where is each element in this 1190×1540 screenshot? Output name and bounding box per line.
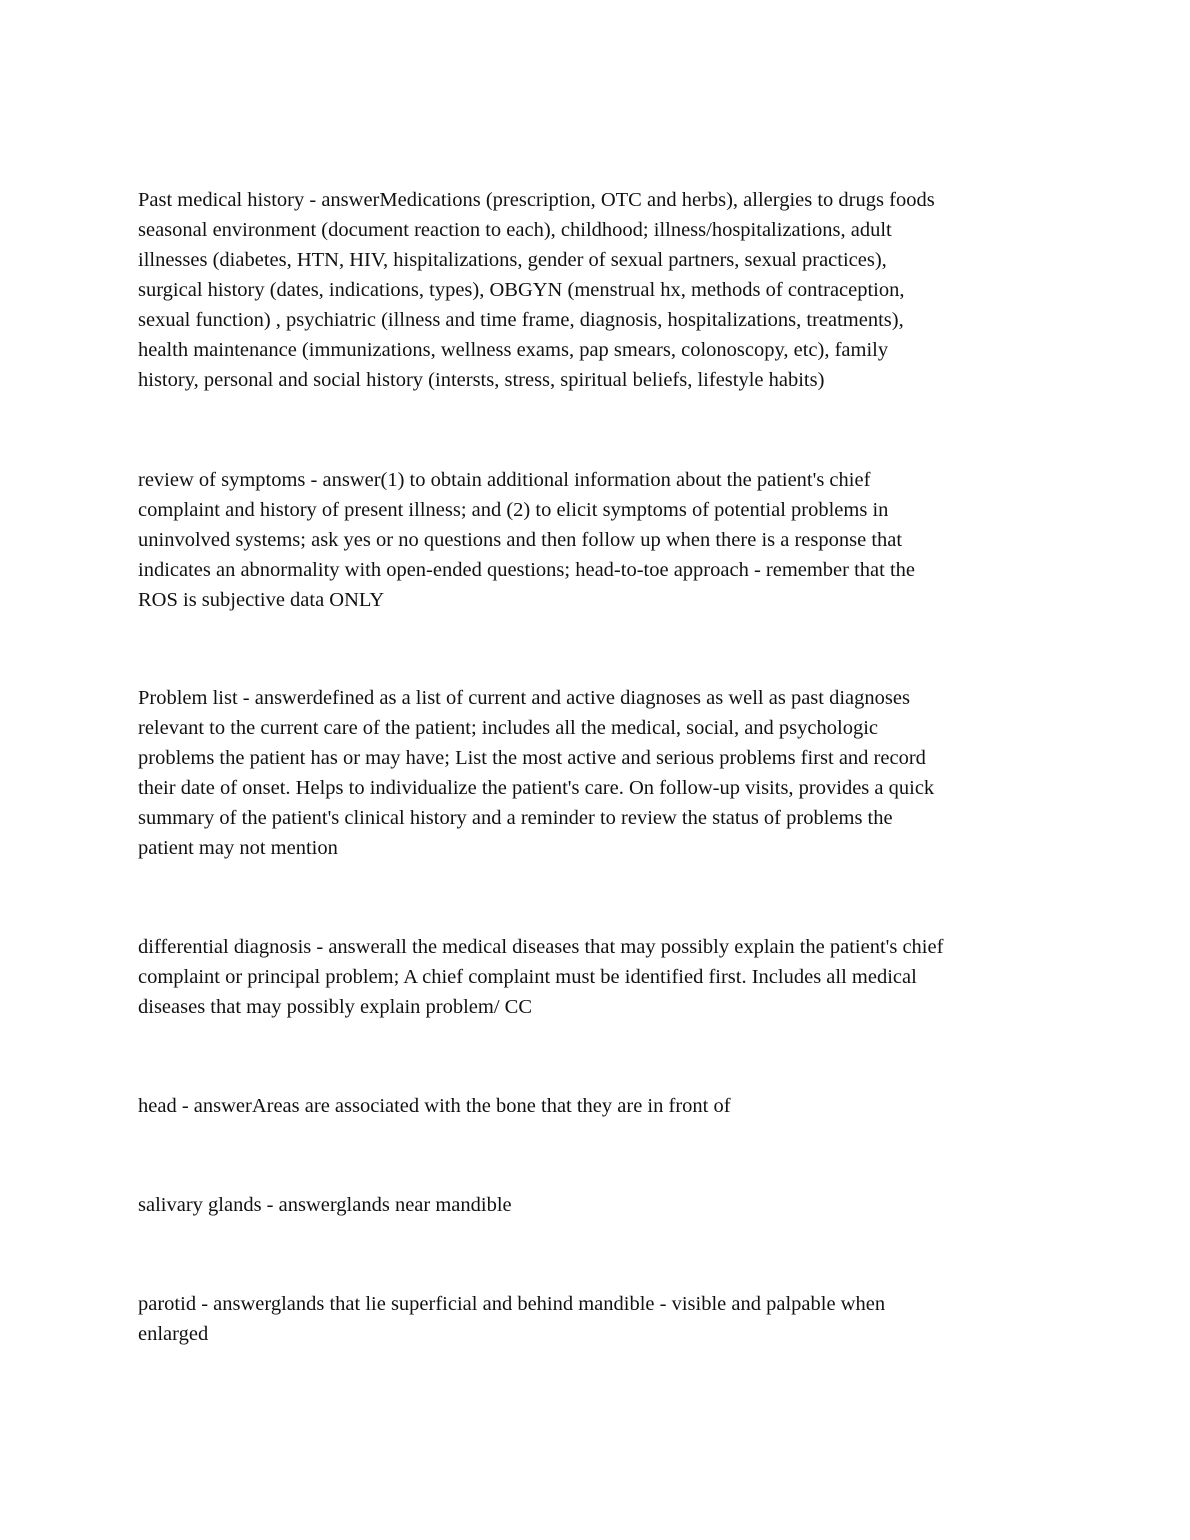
text-line: diseases that may possibly explain problem/ CC: [138, 996, 533, 1018]
text-line: enlarged: [138, 1323, 209, 1345]
entry-head: [138, 1091, 1058, 1121]
text-line: seasonal environment (document reaction to each), childhood; illness/hospitalizations, adult: [138, 219, 892, 241]
text-line: salivary glands - answerglands near mandible: [138, 1194, 512, 1216]
text-line: surgical history (dates, indications, types), OBGYN (menstrual hx, methods of contraception,: [138, 279, 905, 301]
text-line: complaint or principal problem; A chief complaint must be identified first. Includes all medical: [138, 966, 917, 988]
text-line: history, personal and social history (intersts, stress, spiritual beliefs, lifestyle habits): [138, 369, 825, 391]
text-line: their date of onset. Helps to individualize the patient's care. On follow-up visits, provides a quick: [138, 777, 935, 799]
text-line: uninvolved systems; ask yes or no questions and then follow up when there is a response that: [138, 529, 903, 551]
entry-differential-diagnosis: [138, 932, 1058, 1022]
text-line: patient may not mention: [138, 837, 338, 859]
entry-review-of-symptoms: [138, 465, 1058, 615]
text-line: illnesses (diabetes, HTN, HIV, hispitalizations, gender of sexual partners, sexual practices),: [138, 249, 887, 271]
text-line: indicates an abnormality with open-ended questions; head-to-toe approach - remember that the: [138, 559, 916, 581]
text-line: problems the patient has or may have; List the most active and serious problems first and record: [138, 747, 926, 769]
entry-problem-list: [138, 683, 1058, 863]
text-line: health maintenance (immunizations, wellness exams, pap smears, colonoscopy, etc), family: [138, 339, 889, 361]
entry-parotid: [138, 1289, 1058, 1349]
text-line: ROS is subjective data ONLY: [138, 589, 385, 611]
text-line: relevant to the current care of the patient; includes all the medical, social, and psychologic: [138, 717, 878, 739]
text-line: review of symptoms - answer(1) to obtain additional information about the patient's chief: [138, 469, 871, 491]
entry-salivary-glands: [138, 1190, 1058, 1220]
text-line: head - answerAreas are associated with the bone that they are in front of: [138, 1095, 731, 1117]
text-line: Problem list - answerdefined as a list of current and active diagnoses as well as past diagnoses: [138, 687, 910, 709]
text-line: Past medical history - answerMedications (prescription, OTC and herbs), allergies to drugs foods: [138, 189, 935, 211]
text-line: complaint and history of present illness; and (2) to elicit symptoms of potential problems in: [138, 499, 889, 521]
entry-past-medical-history: [138, 185, 1058, 395]
text-line: parotid - answerglands that lie superficial and behind mandible - visible and palpable when: [138, 1293, 886, 1315]
text-line: differential diagnosis - answerall the medical diseases that may possibly explain the patient's chief: [138, 936, 944, 958]
text-line: summary of the patient's clinical history and a reminder to review the status of problems the: [138, 807, 893, 829]
text-line: sexual function) , psychiatric (illness and time frame, diagnosis, hospitalizations, treatments),: [138, 309, 904, 331]
